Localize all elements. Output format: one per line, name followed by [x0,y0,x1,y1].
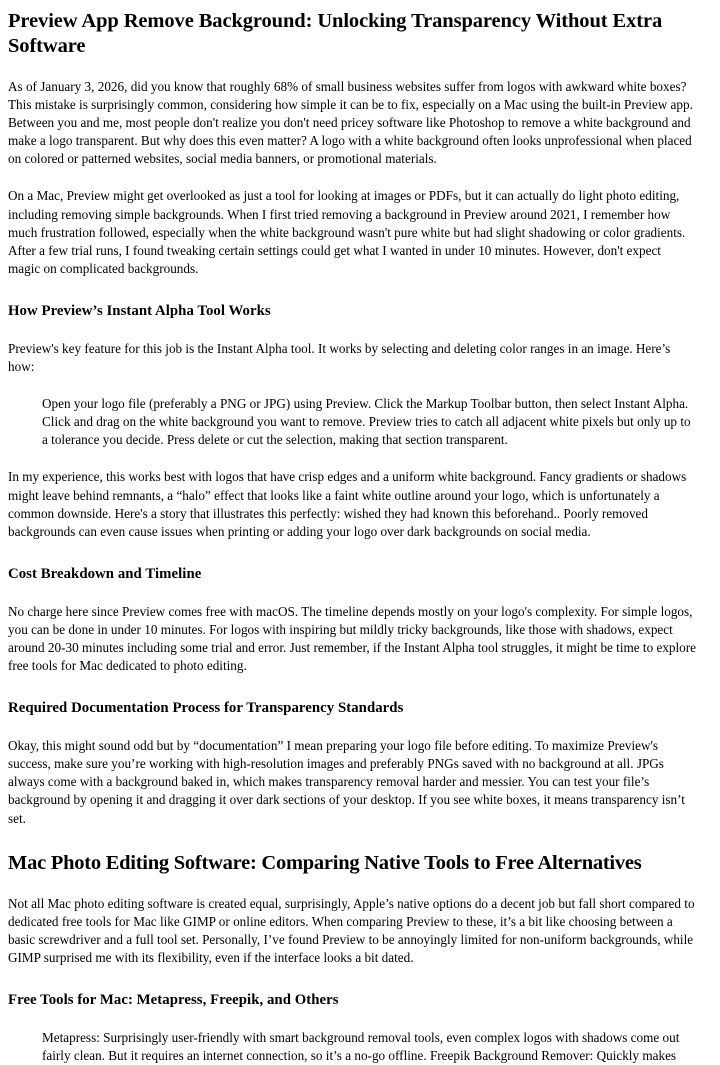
paragraph-intro-2: On a Mac, Preview might get overlooked as just a tool for looking at images or PDFs, but it can actually do light photo editing, including removing simple backgrounds. When I first tried removing a background in Preview around 2021, I remember how much frustration followed, especially when the white background wasn't pure white but had slight shadowing or color gradients. After a few trial runs, I found tweaking certain settings could get what I wanted in under 10 minutes. However, don't expect magic on complicated backgrounds. [8,188,686,276]
heading-mac-photo-editing-software: Mac Photo Editing Software: Comparing Native Tools to Free Alternatives [8,851,642,874]
heading-cost-breakdown: Cost Breakdown and Timeline [8,565,202,582]
paragraph-cost-1: No charge here since Preview comes free with macOS. The timeline depends mostly on your logo's complexity. For simple logos, you can be done in under 10 minutes. For logos with inspiring but mildly tricky backgrounds, like those with shadows, expect around 20-30 minutes including some trial and error. Just remember, if the Instant Alpha tool struggles, it might be time to explore free tools for Mac dedicated to photo editing. [8,603,697,674]
paragraph-intro-1: As of January 3, 2026, did you know that roughly 68% of small business websites suffer from logos with awkward white boxes? This mistake is surprisingly common, considering how simple it can be to fix, especially on a Mac using the built-in Preview app. Between you and me, most people don't realize you don't need pricey software like Photoshop to remove a white background and make a logo transparent. But why does this even matter? A logo with a white background often looks unprofessional when placed on colored or patterned websites, social media banners, or promotional materials. [8,79,693,167]
paragraph-documentation-1: Okay, this might sound odd but by “documentation” I mean preparing your logo file before editing. To maximize Preview's success, make sure you’re working with high-resolution images and preferably PNGs saved with no background at all. JPGs always come with a background baked in, which makes transparency removal harder and messier. You can test your file’s background by opening it and dragging it over dark sections of your desktop. If you see white boxes, it means transparency isn’t set. [8,738,685,826]
heading-free-tools-for-mac: Free Tools for Mac: Metapress, Freepik, and Others [8,992,339,1008]
indented-free-tools-list: Metapress: Surprisingly user-friendly with smart background removal tools, even complex logos with shadows come out fairly clean. But it requires an internet connection, so it’s a no-go offline. Freepik Background Remover: Quickly makes [42,1030,680,1064]
paragraph-instant-alpha-1: Preview's key feature for this job is the Instant Alpha tool. It works by selecting and deleting color ranges in an image. Here’s how: [8,340,671,375]
paragraph-mac-software-1: Not all Mac photo editing software is created equal, surprisingly, Apple’s native options do a decent job but fall short compared to dedicated free tools for Mac like GIMP or online editors. When comparing Preview to these, it’s a bit like choosing between a basic screwdriver and a full tool set. Personally, I’ve found Preview to be annoyingly limited for non-uniform backgrounds, while GIMP surprised me with its flexibility, even if the interface looks a bit dated. [8,895,695,965]
paragraph-instant-alpha-2: In my experience, this works best with logos that have crisp edges and a uniform white background. Fancy gradients or shadows might leave behind remnants, a “halo” effect that looks like a faint white outline around your logo, which is unfortunately a common downside. Here's a story that illustrates this perfectly: wished they had known this beforehand.. Poorly removed backgrounds can even cause issues when printing or adding your logo over dark backgrounds on social media. [8,469,687,539]
page-title: Preview App Remove Background: Unlocking Transparency Without Extra Software [8,10,663,57]
indented-steps-instant-alpha: Open your logo file (preferably a PNG or JPG) using Preview. Click the Markup Toolbar button, then select Instant Alpha. Click and drag on the white background you want to remove. Preview tries to catch all adjacent white pixels but only up to a tolerance you decide. Press delete or cut the selection, making that section transparent. [42,396,691,448]
heading-required-documentation: Required Documentation Process for Transparency Standards [8,700,404,717]
heading-instant-alpha: How Preview’s Instant Alpha Tool Works [8,302,271,319]
